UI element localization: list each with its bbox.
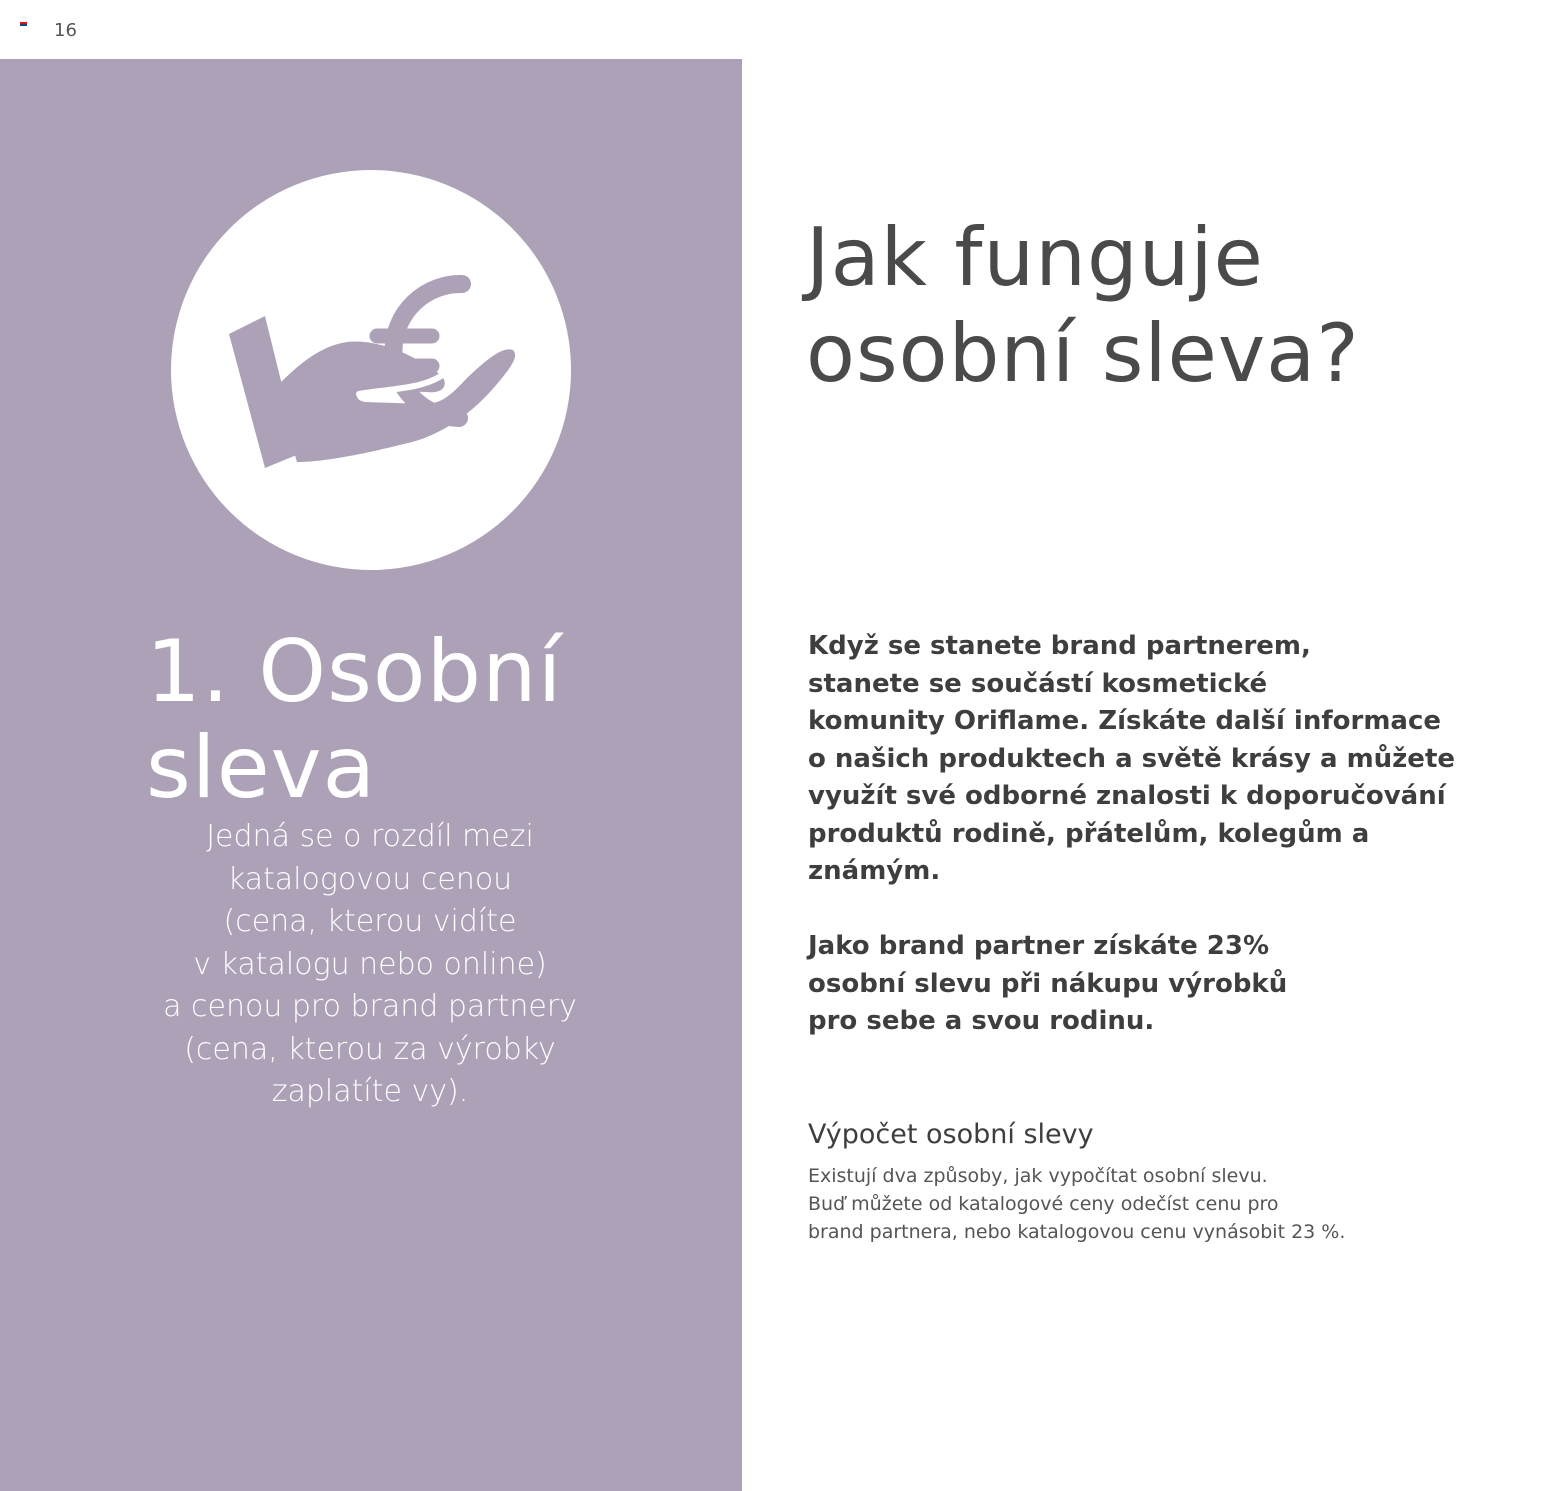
intro-line: o našich produktech a světě krásy a můžete xyxy=(808,743,1456,774)
intro-line: Když se stanete brand partnerem, xyxy=(808,631,1311,661)
page-title-line: osobní sleva? xyxy=(806,307,1360,400)
page-number: 16 xyxy=(54,20,77,41)
calculation-line: Buď můžete od katalogové ceny odečíst cenu pro xyxy=(808,1193,1279,1215)
flag-icon xyxy=(20,20,27,26)
section-heading-line: 1. Osobní xyxy=(146,622,563,722)
page-title-line: Jak funguje xyxy=(806,211,1264,304)
description-line: zaplatíte vy). xyxy=(271,1074,469,1109)
description-line: katalogovou cenou xyxy=(227,861,513,897)
page-title xyxy=(806,210,1360,402)
discount-line: pro sebe a svou rodinu. xyxy=(808,1006,1155,1036)
description-line: a cenou pro brand partnery xyxy=(163,989,577,1024)
calculation-paragraph xyxy=(808,1162,1345,1246)
intro-line: produktů rodině, přátelům, kolegům a xyxy=(808,818,1370,849)
left-panel xyxy=(0,59,742,1491)
description-line: v katalogu nebo online) xyxy=(193,946,547,982)
intro-paragraph xyxy=(808,628,1455,891)
intro-line: stanete se součástí kosmetické xyxy=(808,668,1268,699)
icon-circle xyxy=(171,170,571,570)
description-line: (cena, kterou za výrobky xyxy=(184,1031,556,1067)
euro-hand-icon xyxy=(227,266,517,476)
calculation-line: Existují dva způsoby, jak vypočítat osobní slevu. xyxy=(808,1165,1268,1187)
intro-line: využít své odborné znalosti k doporučování xyxy=(808,781,1446,811)
calculation-heading: Výpočet osobní slevy xyxy=(808,1119,1094,1150)
discount-paragraph xyxy=(808,928,1287,1041)
discount-line: osobní slevu při nákupu výrobků xyxy=(808,968,1288,999)
discount-line: Jako brand partner získáte 23% xyxy=(808,931,1270,961)
description-line: Jedná se o rozdíl mezi xyxy=(206,819,534,854)
section-heading-line: sleva xyxy=(146,718,377,818)
section-description xyxy=(150,816,590,1114)
calculation-line: brand partnera, nebo katalogovou cenu vynásobit 23 %. xyxy=(808,1221,1346,1243)
intro-line: komunity Oriflame. Získáte další informace xyxy=(808,706,1442,736)
description-line: (cena, kterou vidíte xyxy=(223,904,517,939)
section-heading xyxy=(146,624,563,816)
intro-line: známým. xyxy=(808,856,941,886)
